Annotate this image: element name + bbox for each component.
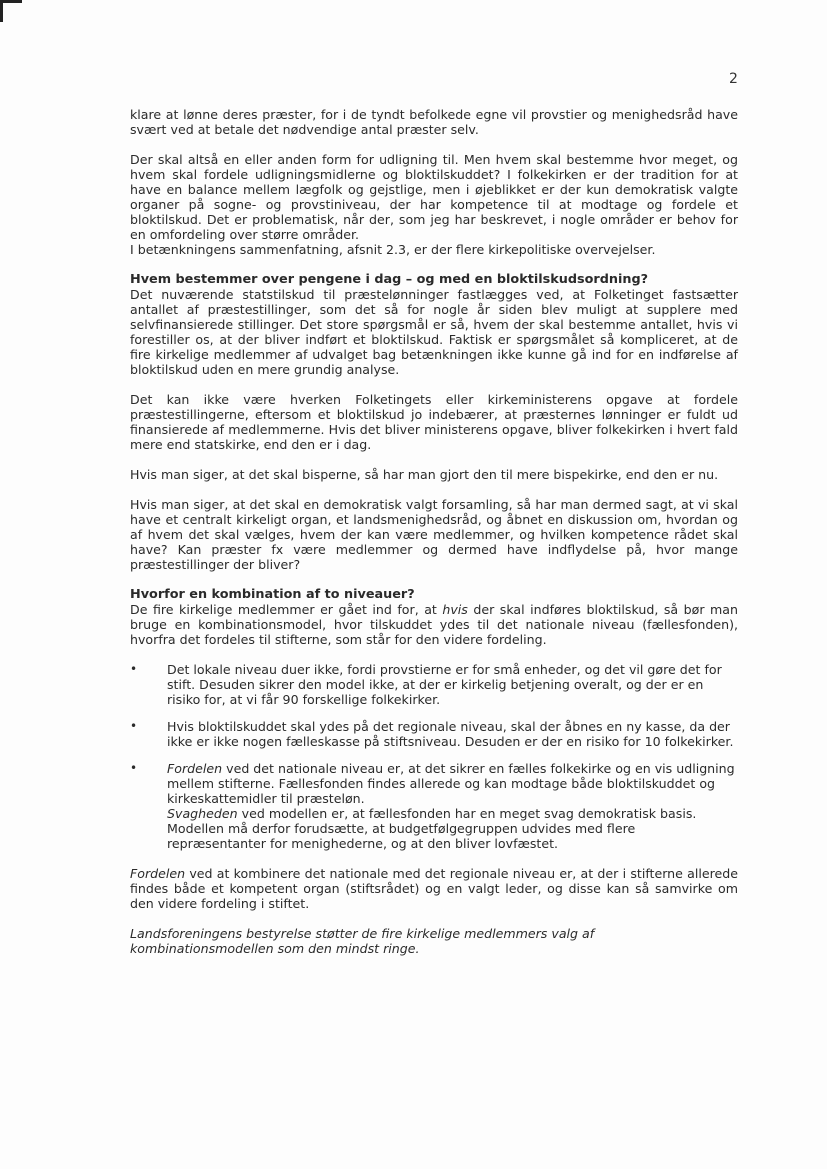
text-span: der skal indføres bloktilskud, så bør man bruge en kombinationsmodel, hvor tilskuddet ydes til det nationale niveau (fællesfonden), hvorfra det fordeles til stifterne, som står for den videre fordeling.: [130, 602, 738, 647]
italic-span: Fordelen: [130, 866, 186, 881]
section-paragraph: Hvis man siger, at det skal bisperne, så har man gjort den til mere bispekirke, end den er nu.: [130, 467, 719, 482]
closing-statement: Landsforeningens bestyrelse støtter de fire kirkelige medlemmers valg af kombinationsmodellen som den mindst ringe.: [130, 926, 595, 956]
list-item: [130, 662, 738, 707]
bullet-icon: •: [130, 761, 138, 775]
intro-paragraph-2: Der skal altså en eller anden form for udligning til. Men hvem skal bestemme hvor meget, og hvem skal fordele udligningsmidlerne og bloktilskuddet? I folkekirken er der tradition for at have en balance mellem lægfolk og gejstlige, men i øjeblikket er der kun demokratisk valgte organer på sogne- og provstiniveau, der har kompetence til at modtage og fordele et bloktilskud. Det er problematisk, når der, som jeg har beskrevet, i nogle områder er behov for en omfordeling over større områder.: [130, 152, 738, 242]
list-item-text: Hvis bloktilskuddet skal ydes på det regionale niveau, skal der åbnes en ny kasse, da der ikke er ikke nogen fælleskasse på stiftsniveau. Desuden er der en risiko for 10 folkekirker.: [167, 719, 734, 749]
section-paragraph: Hvis man siger, at det skal en demokratisk valgt forsamling, så har man dermed sagt, at vi skal have et centralt kirkeligt organ, et landsmenighedsråd, og åbnet en diskussion om, hvordan og af hvem det skal vælges, hvem der kan være medlemmer, og hvilken kompetence rådet skal have? Kan præster fx være medlemmer og dermed have indflydelse på, hvor mange præstestillinger der bliver?: [130, 497, 738, 572]
list-item-text: [167, 761, 738, 851]
section-paragraph: Det kan ikke være hverken Folketingets eller kirkeministerens opgave at fordele præstestillingerne, eftersom et bloktilskud jo indebærer, at præsternes lønninger er fuldt ud finansierede af medlemmerne. Hvis det bliver ministerens opgave, bliver folkekirken i hvert fald mere end statskirke, end den er i dag.: [130, 392, 738, 452]
italic-span: hvis: [442, 602, 468, 617]
section-paragraph: Det nuværende statstilskud til præstelønninger fastlægges ved, at Folketinget fastsætter antallet af præstestillinger, som det så for nogle år siden blev muligt at supplere med selvfinansierede stillinger. Det store spørgsmål er så, hvem der skal bestemme antallet, hvis vi forestiller os, at der bliver indført et bloktilskud. Faktisk er spørgsmålet så kompliceret, at de fire kirkelige medlemmer af udvalget bag betænkningen ikke kunne gå ind for en indførelse af bloktilskud uden en mere grundig analyse.: [130, 287, 738, 377]
list-item: [130, 761, 738, 851]
scan-corner-mark: [0, 0, 22, 22]
text-span: ved det nationale niveau er, at det sikrer en fælles folkekirke og en vis udligning mellem stifterne. Fællesfonden findes allerede og kan modtage både bloktilskuddet og kirkeskattemidler til præsteløn.: [167, 761, 735, 806]
bullet-icon: •: [130, 719, 138, 733]
intro-paragraph-1: klare at lønne deres præster, for i de tyndt befolkede egne vil provstier og menighedsråd have svært ved at betale det nødvendige antal præster selv.: [130, 107, 738, 137]
bullet-list: [130, 662, 738, 851]
document-body: [130, 107, 738, 956]
section-intro: [130, 602, 738, 647]
list-item-text: Det lokale niveau duer ikke, fordi provstierne er for små enheder, og det vil gøre det for stift. Desuden sikrer den model ikke, at der er kirkelig betjening overalt, og der er en risiko for, at vi får 90 forskellige folkekirker.: [167, 662, 722, 707]
final-paragraph: [130, 866, 738, 911]
section-heading: Hvem bestemmer over pengene i dag – og med en bloktilskudsordning?: [130, 272, 649, 287]
italic-span: Fordelen: [167, 761, 223, 776]
italic-span: Svagheden: [167, 806, 238, 821]
text-span: De fire kirkelige medlemmer er gået ind for, at: [130, 602, 443, 617]
section-funding-control: [130, 272, 738, 572]
text-span: ved at kombinere det nationale med det regionale niveau er, at der i stifterne allerede findes både et kompetent organ (stiftsrådet) og en valgt leder, og disse kan så samvirke om den videre fordeling i stiftet.: [130, 866, 738, 911]
bullet-icon: •: [130, 662, 138, 676]
section-heading: Hvorfor en kombination af to niveauer?: [130, 587, 415, 602]
page-number: 2: [729, 71, 738, 87]
section-combination: [130, 587, 738, 911]
list-item: [130, 719, 738, 749]
text-span: ved modellen er, at fællesfonden har en meget svag demokratisk basis. Modellen må derfor forudsætte, at budgetfølgegruppen udvides med flere repræsentanter for menighederne, og at den bliver lovfæstet.: [167, 806, 697, 851]
intro-last-line: I betænkningens sammenfatning, afsnit 2.3, er der flere kirkepolitiske overvejelser.: [130, 242, 656, 257]
